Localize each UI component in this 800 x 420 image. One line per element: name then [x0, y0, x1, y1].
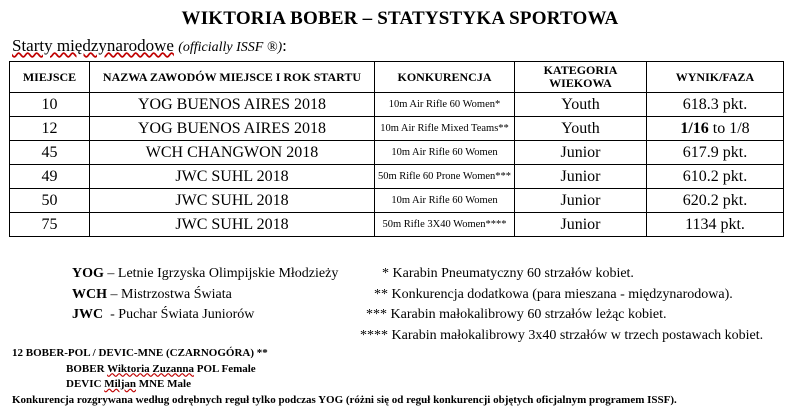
cell-place: 50: [10, 189, 90, 213]
cell-result: [647, 117, 784, 141]
cell-result: 610.2 pkt.: [647, 165, 784, 189]
footnote-item: *** Karabin małokalibrowy 60 strzałów leżąc kobiet.: [366, 307, 667, 322]
table-row: [10, 165, 784, 189]
table-row: [10, 93, 784, 117]
cell-competition: 50m Rifle 3X40 Women****: [375, 213, 515, 237]
table-row: [10, 141, 784, 165]
subtitle-main: Starty międzynarodowe: [12, 36, 174, 55]
header-competition: KONKURENCJA: [375, 62, 515, 93]
member-name: Wiktoria Zuzanna: [107, 362, 194, 375]
legend-abbr: JWC: [72, 307, 104, 322]
cell-event: JWC SUHL 2018: [90, 189, 375, 213]
subtitle-official: (officially ISSF ®): [178, 40, 283, 55]
team-member-line: [12, 377, 677, 393]
member-surname: BOBER: [66, 362, 108, 375]
member-info: MNE Male: [135, 378, 191, 390]
cell-category: Junior: [515, 189, 647, 213]
team-line: 12 BOBER-POL / DEVIC-MNE (CZARNOGÓRA) **: [12, 347, 268, 359]
legend-item: [72, 285, 338, 306]
cell-place: 45: [10, 141, 90, 165]
footnote-item: **** Karabin małokalibrowy 3x40 strzałów w trzech postawach kobiet.: [360, 327, 764, 343]
cell-event: YOG BUENOS AIRES 2018: [90, 93, 375, 117]
cell-category: Junior: [515, 165, 647, 189]
member-surname: DEVIC: [66, 378, 105, 390]
rules-note: Konkurencja rozgrywana według odrębnych reguł tylko podczas YOG (różni się od reguł konkurencji objętych oficjalnym programem ISSF).: [12, 393, 677, 406]
table-row: [10, 117, 784, 141]
footnote-legend: [360, 264, 763, 346]
cell-category: Youth: [515, 93, 647, 117]
cell-category: Junior: [515, 141, 647, 165]
section-subtitle: [12, 36, 287, 56]
abbreviation-legend: [72, 264, 338, 326]
cell-event: WCH CHANGWON 2018: [90, 141, 375, 165]
footnote-item: * Karabin Pneumatyczny 60 strzałów kobiet.: [382, 266, 634, 281]
cell-category: Junior: [515, 213, 647, 237]
cell-result: 620.2 pkt.: [647, 189, 784, 213]
header-event: NAZWA ZAWODÓW MIEJSCE I ROK STARTU: [90, 62, 375, 93]
table-row: [10, 189, 784, 213]
legend-abbr: WCH: [72, 286, 107, 302]
result-phase-bold: 1/16: [680, 119, 709, 137]
cell-competition: 10m Air Rifle Mixed Teams**: [375, 117, 515, 141]
results-table: [9, 61, 784, 237]
cell-competition: 10m Air Rifle 60 Women*: [375, 93, 515, 117]
member-name: Miljan: [104, 378, 136, 390]
result-phase-rest: to 1/8: [708, 119, 750, 137]
page-title: WIKTORIA BOBER – STATYSTYKA SPORTOWA: [181, 8, 619, 29]
legend-abbr: YOG: [72, 266, 104, 281]
subtitle-colon: :: [282, 36, 287, 55]
legend-desc: - Puchar Świata Juniorów: [103, 307, 255, 322]
cell-competition: 50m Rifle 60 Prone Women***: [375, 165, 515, 189]
legend-item: [72, 264, 338, 285]
cell-place: 75: [10, 213, 90, 237]
cell-result: 617.9 pkt.: [647, 141, 784, 165]
cell-result: 1134 pkt.: [647, 213, 784, 237]
cell-event: JWC SUHL 2018: [90, 213, 375, 237]
cell-competition: 10m Air Rifle 60 Women: [375, 189, 515, 213]
header-result: WYNIK/FAZA: [647, 62, 784, 93]
header-place: MIEJSCE: [10, 62, 90, 93]
member-info: POL Female: [193, 362, 256, 375]
cell-category: Youth: [515, 117, 647, 141]
cell-event: YOG BUENOS AIRES 2018: [90, 117, 375, 141]
cell-result: 618.3 pkt.: [647, 93, 784, 117]
footnote-item: ** Konkurencja dodatkowa (para mieszana - międzynarodowa).: [374, 286, 733, 302]
cell-place: 12: [10, 117, 90, 141]
team-member-line: [12, 362, 677, 378]
legend-item: [72, 305, 338, 326]
table-header-row: [10, 62, 784, 93]
legend-desc: – Mistrzostwa Świata: [107, 286, 232, 302]
cell-place: 49: [10, 165, 90, 189]
cell-place: 10: [10, 93, 90, 117]
legend-desc: – Letnie Igrzyska Olimpijskie Młodzieży: [103, 266, 339, 281]
team-notes: [12, 346, 677, 408]
table-row: [10, 213, 784, 237]
header-category: KATEGORIA WIEKOWA: [515, 62, 647, 93]
cell-event: JWC SUHL 2018: [90, 165, 375, 189]
cell-competition: 10m Air Rifle 60 Women: [375, 141, 515, 165]
